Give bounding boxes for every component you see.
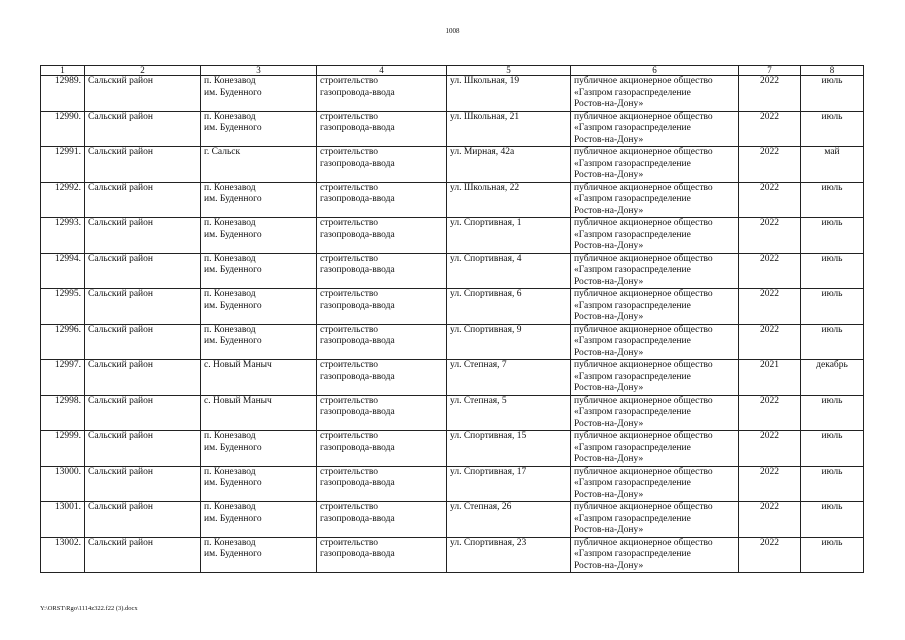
settlement-line: с. Новый Маныч (204, 360, 272, 370)
settlement-line: п. Конезавод (204, 111, 256, 122)
row-number-cell: 13001. (41, 502, 85, 538)
row-number-cell: 12992. (41, 182, 85, 218)
year-cell: 2022 (739, 147, 801, 183)
organization-line: публичное акционерное общество (574, 537, 713, 548)
address-cell: ул. Школьная, 19 (447, 76, 571, 112)
work-type-cell (317, 537, 447, 573)
work-type-line: строительство (320, 431, 379, 441)
header-cell-7: 7 (739, 66, 801, 76)
month-cell: июль (801, 182, 864, 218)
organization-line: Ростов-на-Дону» (574, 134, 644, 145)
work-type-cell (317, 360, 447, 396)
settlement-line: п. Конезавод (204, 182, 256, 193)
year-cell: 2022 (739, 466, 801, 502)
organization-line: публичное акционерное общество (574, 324, 713, 335)
month-cell: июль (801, 76, 864, 112)
table-row (41, 289, 864, 325)
header-cell-3: 3 (201, 66, 317, 76)
month-cell: июль (801, 466, 864, 502)
table-row (41, 218, 864, 254)
year-cell: 2021 (739, 360, 801, 396)
work-type-line: газопровода-ввода (320, 549, 395, 559)
district-cell: Сальский район (85, 502, 201, 538)
work-type-cell (317, 502, 447, 538)
settlement-line: п. Конезавод (204, 218, 256, 228)
organization-cell (571, 324, 739, 360)
organization-line: публичное акционерное общество (574, 502, 713, 512)
year-cell: 2022 (739, 289, 801, 325)
settlement-cell (201, 182, 317, 218)
row-number-cell: 12989. (41, 76, 85, 112)
organization-cell (571, 289, 739, 325)
work-type-line: строительство (320, 111, 379, 122)
work-type-cell (317, 289, 447, 325)
district-cell: Сальский район (85, 360, 201, 396)
organization-line: Ростов-на-Дону» (574, 276, 644, 287)
work-type-cell (317, 218, 447, 254)
work-type-cell (317, 324, 447, 360)
row-number-cell: 12993. (41, 218, 85, 254)
header-cell-5: 5 (447, 66, 571, 76)
year-cell: 2022 (739, 218, 801, 254)
year-cell: 2022 (739, 111, 801, 147)
month-cell: июль (801, 253, 864, 289)
settlement-line: п. Конезавод (204, 76, 256, 86)
organization-line: «Газпром газораспределение (574, 407, 691, 417)
organization-line: «Газпром газораспределение (574, 336, 691, 346)
settlement-cell (201, 395, 317, 431)
table-row (41, 182, 864, 218)
settlement-line: им. Буденного (204, 194, 262, 204)
organization-line: публичное акционерное общество (574, 76, 713, 86)
organization-line: «Газпром газораспределение (574, 229, 691, 240)
district-cell: Сальский район (85, 111, 201, 147)
organization-cell (571, 360, 739, 396)
work-type-line: строительство (320, 76, 379, 86)
year-cell: 2022 (739, 324, 801, 360)
organization-line: Ростов-на-Дону» (574, 99, 644, 109)
organization-line: «Газпром газораспределение (574, 123, 691, 133)
year-cell: 2022 (739, 502, 801, 538)
organization-cell (571, 253, 739, 289)
district-cell: Сальский район (85, 289, 201, 325)
work-type-line: строительство (320, 289, 379, 299)
page-number: 1008 (445, 27, 460, 35)
settlement-line: п. Конезавод (204, 253, 256, 264)
address-cell: ул. Спортивная, 23 (447, 537, 571, 573)
settlement-cell (201, 360, 317, 396)
organization-line: «Газпром газораспределение (574, 300, 691, 311)
organization-cell (571, 502, 739, 538)
address-cell: ул. Спортивная, 17 (447, 466, 571, 502)
organization-line: Ростов-на-Дону» (574, 489, 644, 500)
address-cell: ул. Школьная, 21 (447, 111, 571, 147)
work-type-line: газопровода-ввода (320, 87, 395, 98)
settlement-cell (201, 466, 317, 502)
organization-line: Ростов-на-Дону» (574, 312, 644, 322)
year-cell: 2022 (739, 253, 801, 289)
district-cell: Сальский район (85, 253, 201, 289)
address-cell: ул. Спортивная, 6 (447, 289, 571, 325)
organization-line: «Газпром газораспределение (574, 442, 691, 453)
settlement-line: п. Конезавод (204, 537, 256, 548)
organization-line: Ростов-на-Дону» (574, 241, 644, 251)
district-cell: Сальский район (85, 218, 201, 254)
table-row (41, 431, 864, 467)
month-cell: декабрь (801, 360, 864, 396)
district-cell: Сальский район (85, 431, 201, 467)
work-type-line: строительство (320, 502, 379, 512)
organization-line: Ростов-на-Дону» (574, 525, 644, 535)
table-row (41, 324, 864, 360)
work-type-cell (317, 147, 447, 183)
district-cell: Сальский район (85, 182, 201, 218)
organization-line: публичное акционерное общество (574, 360, 713, 370)
table-row (41, 360, 864, 396)
address-cell: ул. Школьная, 22 (447, 182, 571, 218)
month-cell: июль (801, 289, 864, 325)
row-number-cell: 12995. (41, 289, 85, 325)
registry-table (40, 65, 864, 573)
settlement-cell (201, 537, 317, 573)
organization-line: «Газпром газораспределение (574, 513, 691, 524)
work-type-line: газопровода-ввода (320, 300, 395, 311)
work-type-cell (317, 182, 447, 218)
district-cell: Сальский район (85, 537, 201, 573)
address-cell: ул. Степная, 5 (447, 395, 571, 431)
settlement-cell (201, 147, 317, 183)
year-cell: 2022 (739, 76, 801, 112)
organization-cell (571, 537, 739, 573)
work-type-line: строительство (320, 360, 379, 370)
settlement-line: им. Буденного (204, 442, 262, 453)
organization-line: Ростов-на-Дону» (574, 454, 644, 464)
organization-cell (571, 218, 739, 254)
year-cell: 2022 (739, 537, 801, 573)
settlement-line: п. Конезавод (204, 289, 256, 299)
settlement-line: п. Конезавод (204, 431, 256, 441)
month-cell: июль (801, 537, 864, 573)
settlement-line: им. Буденного (204, 300, 262, 311)
table-row (41, 537, 864, 573)
header-row (41, 66, 864, 76)
settlement-line: им. Буденного (204, 123, 262, 133)
work-type-line: газопровода-ввода (320, 478, 395, 488)
footer-file-path: Y:\ORST\Rgo\1114z322.f22 (3).docx (40, 605, 138, 612)
organization-line: «Газпром газораспределение (574, 549, 691, 559)
row-number-cell: 13000. (41, 466, 85, 502)
organization-line: «Газпром газораспределение (574, 87, 691, 98)
table-row (41, 395, 864, 431)
work-type-line: строительство (320, 537, 379, 548)
settlement-line: им. Буденного (204, 549, 262, 559)
organization-line: публичное акционерное общество (574, 111, 713, 122)
organization-line: «Газпром газораспределение (574, 371, 691, 382)
organization-cell (571, 431, 739, 467)
address-cell: ул. Спортивная, 4 (447, 253, 571, 289)
district-cell: Сальский район (85, 324, 201, 360)
row-number-cell: 12991. (41, 147, 85, 183)
work-type-cell (317, 111, 447, 147)
work-type-cell (317, 76, 447, 112)
settlement-cell (201, 324, 317, 360)
settlement-line: им. Буденного (204, 336, 262, 346)
organization-line: Ростов-на-Дону» (574, 205, 644, 216)
work-type-line: газопровода-ввода (320, 123, 395, 133)
month-cell: июль (801, 218, 864, 254)
organization-line: «Газпром газораспределение (574, 478, 691, 488)
organization-cell (571, 76, 739, 112)
address-cell: ул. Степная, 7 (447, 360, 571, 396)
settlement-line: с. Новый Маныч (204, 395, 272, 406)
month-cell: май (801, 147, 864, 183)
table-row (41, 111, 864, 147)
organization-cell (571, 182, 739, 218)
settlement-cell (201, 111, 317, 147)
month-cell: июль (801, 502, 864, 538)
work-type-line: строительство (320, 147, 379, 157)
settlement-line: п. Конезавод (204, 466, 256, 477)
work-type-line: газопровода-ввода (320, 442, 395, 453)
settlement-line: им. Буденного (204, 513, 262, 524)
work-type-line: строительство (320, 324, 379, 335)
organization-cell (571, 111, 739, 147)
settlement-cell (201, 289, 317, 325)
settlement-cell (201, 253, 317, 289)
work-type-line: строительство (320, 218, 379, 228)
organization-line: публичное акционерное общество (574, 395, 713, 406)
organization-line: публичное акционерное общество (574, 147, 713, 157)
organization-line: Ростов-на-Дону» (574, 170, 644, 180)
organization-line: Ростов-на-Дону» (574, 418, 644, 429)
table-body (41, 76, 864, 573)
header-cell-8: 8 (801, 66, 864, 76)
organization-line: Ростов-на-Дону» (574, 347, 644, 358)
organization-line: «Газпром газораспределение (574, 194, 691, 204)
row-number-cell: 12990. (41, 111, 85, 147)
work-type-cell (317, 431, 447, 467)
address-cell: ул. Спортивная, 15 (447, 431, 571, 467)
address-cell: ул. Степная, 26 (447, 502, 571, 538)
organization-line: Ростов-на-Дону» (574, 560, 644, 571)
row-number-cell: 12996. (41, 324, 85, 360)
work-type-cell (317, 395, 447, 431)
organization-line: «Газпром газораспределение (574, 158, 691, 169)
organization-line: Ростов-на-Дону» (574, 383, 644, 393)
address-cell: ул. Мирная, 42а (447, 147, 571, 183)
table-row (41, 147, 864, 183)
table-row (41, 253, 864, 289)
organization-line: публичное акционерное общество (574, 182, 713, 193)
organization-line: публичное акционерное общество (574, 253, 713, 264)
work-type-line: газопровода-ввода (320, 336, 395, 346)
header-cell-2: 2 (85, 66, 201, 76)
organization-line: публичное акционерное общество (574, 431, 713, 441)
work-type-line: газопровода-ввода (320, 194, 395, 204)
settlement-cell (201, 76, 317, 112)
year-cell: 2022 (739, 395, 801, 431)
settlement-line: им. Буденного (204, 229, 262, 240)
organization-line: публичное акционерное общество (574, 466, 713, 477)
year-cell: 2022 (739, 182, 801, 218)
address-cell: ул. Спортивная, 1 (447, 218, 571, 254)
month-cell: июль (801, 111, 864, 147)
month-cell: июль (801, 395, 864, 431)
settlement-line: им. Буденного (204, 478, 262, 488)
table-row (41, 502, 864, 538)
month-cell: июль (801, 431, 864, 467)
row-number-cell: 12994. (41, 253, 85, 289)
organization-cell (571, 147, 739, 183)
settlement-line: им. Буденного (204, 265, 262, 275)
row-number-cell: 13002. (41, 537, 85, 573)
work-type-line: строительство (320, 466, 379, 477)
district-cell: Сальский район (85, 76, 201, 112)
district-cell: Сальский район (85, 147, 201, 183)
organization-cell (571, 466, 739, 502)
organization-cell (571, 395, 739, 431)
district-cell: Сальский район (85, 395, 201, 431)
work-type-cell (317, 466, 447, 502)
header-cell-1: 1 (41, 66, 85, 76)
organization-line: публичное акционерное общество (574, 289, 713, 299)
work-type-line: газопровода-ввода (320, 158, 395, 169)
header-cell-6: 6 (571, 66, 739, 76)
settlement-cell (201, 431, 317, 467)
settlement-line: им. Буденного (204, 87, 262, 98)
row-number-cell: 12999. (41, 431, 85, 467)
settlement-cell (201, 218, 317, 254)
address-cell: ул. Спортивная, 9 (447, 324, 571, 360)
work-type-line: газопровода-ввода (320, 265, 395, 275)
work-type-line: строительство (320, 182, 379, 193)
header-cell-4: 4 (317, 66, 447, 76)
year-cell: 2022 (739, 431, 801, 467)
work-type-line: газопровода-ввода (320, 229, 395, 240)
settlement-line: п. Конезавод (204, 502, 256, 512)
district-cell: Сальский район (85, 466, 201, 502)
table-row (41, 466, 864, 502)
row-number-cell: 12997. (41, 360, 85, 396)
work-type-line: строительство (320, 253, 379, 264)
work-type-line: газопровода-ввода (320, 407, 395, 417)
row-number-cell: 12998. (41, 395, 85, 431)
work-type-line: газопровода-ввода (320, 513, 395, 524)
work-type-cell (317, 253, 447, 289)
work-type-line: газопровода-ввода (320, 371, 395, 382)
organization-line: «Газпром газораспределение (574, 265, 691, 275)
table-row (41, 76, 864, 112)
settlement-cell (201, 502, 317, 538)
settlement-line: п. Конезавод (204, 324, 256, 335)
month-cell: июль (801, 324, 864, 360)
organization-line: публичное акционерное общество (574, 218, 713, 228)
work-type-line: строительство (320, 395, 379, 406)
settlement-line: г. Сальск (204, 147, 241, 157)
table-header (41, 66, 864, 76)
